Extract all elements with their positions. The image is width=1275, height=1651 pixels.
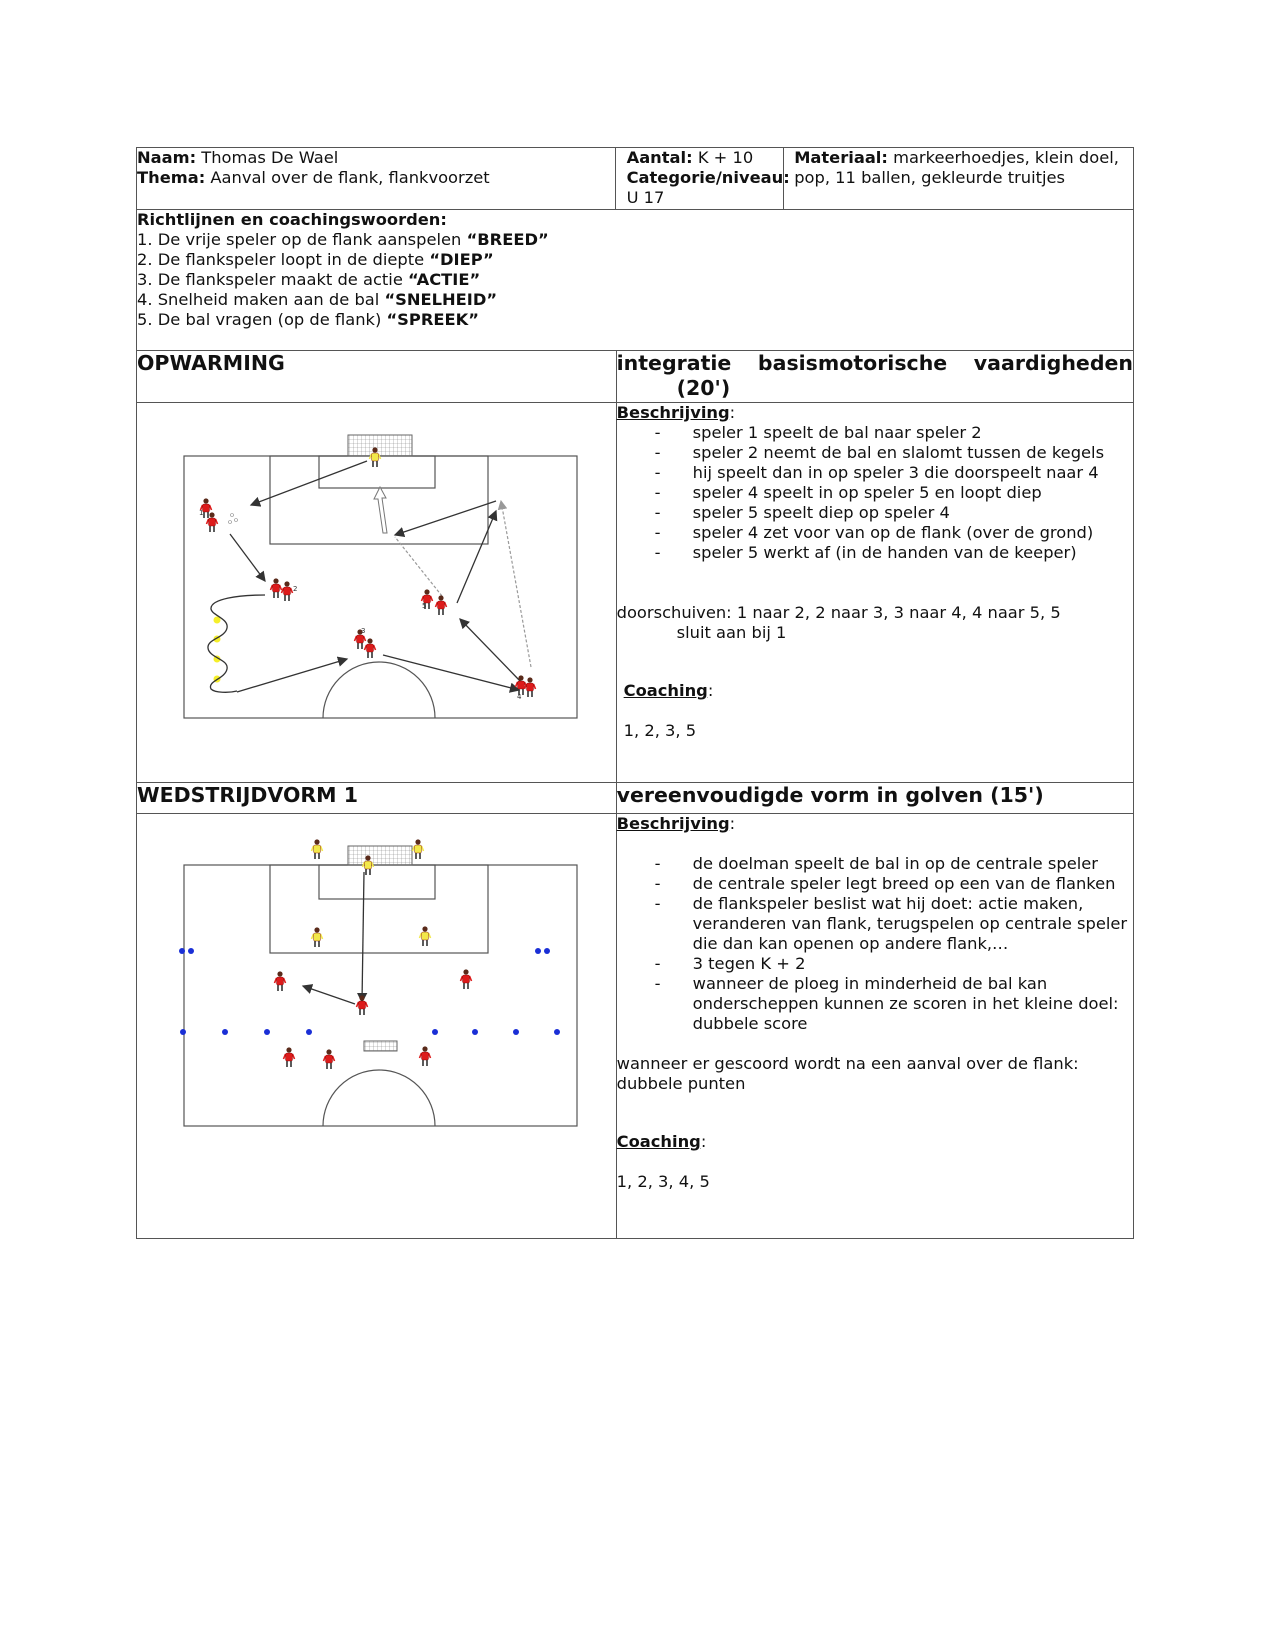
thema-value: Aanval over de flank, flankvoorzet: [210, 168, 490, 187]
blue-cone: [544, 948, 550, 954]
pass-arrows: [230, 461, 531, 692]
naam-label: Naam:: [137, 148, 197, 167]
player-label-3: 3: [361, 627, 366, 635]
pitch-2: [184, 846, 577, 1126]
opwarming-steps: [617, 423, 1133, 563]
red-player: [282, 581, 293, 601]
opwarming-description: Beschrijving: - speler 1 speelt de bal naar speler 2 - speler 2 neemt de bal en slalomt tussen de kegels - hij speelt dan in op speler 3 die doorspeelt naar 4 - speler 4 speelt in op speler 5 en loopt diep - speler 5 speelt diep op speler 4 - speler 4 zet voor van op de flank (over de grond) - speler 5 werkt af (in de handen van de keeper) doorschuiven: 1 naar 2, 2 naar 3, 3 naar 4, 4 naar 5, 5 sluit aan bij 1 Coaching: 1, 2, 3, 5: [616, 403, 1133, 783]
richtlijn-number: 1.: [137, 230, 158, 249]
naam-value: Thomas De Wael: [201, 148, 339, 167]
richtlijn-text: De vrije speler op de flank aanspelen: [157, 230, 467, 249]
red-player: [461, 969, 472, 989]
richtlijn-number: 5.: [137, 310, 158, 329]
aantal-cell: [615, 148, 790, 210]
opwarming-subtitle-cell: [616, 351, 1133, 403]
richtlijn-number: 2.: [137, 250, 158, 269]
red-player: [271, 578, 282, 598]
wedstrijdvorm-coaching-value: 1, 2, 3, 4, 5: [616, 1172, 710, 1191]
blue-cone: [513, 1029, 519, 1035]
richtlijnen-list: [137, 230, 1133, 330]
wedstrijdvorm-description: Beschrijving: - de doelman speelt de bal in op de centrale speler - de centrale speler legt breed op een van de flanken - de flankspeler beslist wat hij doet: actie maken, veranderen van flank, terugspelen op centrale speler die dan kan openen op andere flank,… - 3 tegen K + 2 - wanneer de ploeg in minderheid de bal kan onderscheppen kunnen ze scoren in het kleine doel: dubbele score wanneer er gescoord wordt na een aanval over de flank: dubbele punten Coaching: 1, 2, 3, 4, 5: [616, 814, 1133, 1239]
richtlijn-item: [137, 250, 1133, 270]
aantal-label: Aantal:: [626, 148, 693, 167]
blue-cone: [188, 948, 194, 954]
aantal-value: K + 10: [697, 148, 754, 167]
opwarming-subtitle: integratie basismotorische vaardigheden: [616, 351, 1133, 375]
player-numbers: [199, 509, 522, 701]
red-player: [420, 1046, 431, 1066]
richtlijn-number: 4.: [137, 290, 158, 309]
player-label-4: 4: [517, 693, 522, 701]
thema-label: Thema:: [137, 168, 206, 187]
materiaal-label: Materiaal:: [794, 148, 888, 167]
step-item: - speler 5 werkt af (in de handen van de keeper): [655, 543, 1133, 563]
blue-cone: [554, 1029, 560, 1035]
blue-cone: [179, 948, 185, 954]
richtlijn-keyword: “ACTIE”: [408, 270, 481, 289]
opwarming-diagram: [137, 403, 613, 778]
richtlijnen-title: Richtlijnen en coachingswoorden:: [137, 210, 447, 229]
opwarming-title: OPWARMING: [137, 351, 617, 403]
categorie-value: U 17: [626, 188, 665, 207]
wedstrijdvorm-coaching-label: Coaching: [616, 1132, 701, 1151]
richtlijn-item: [137, 290, 1133, 310]
red-player: [324, 1049, 335, 1069]
blue-cone: [432, 1029, 438, 1035]
training-table: [136, 147, 1134, 1239]
naam-line: [137, 148, 615, 168]
blue-cones: [179, 948, 560, 1035]
wedstrijdvorm-title: WEDSTRIJDVORM 1: [137, 783, 617, 814]
yellow-player: [413, 839, 424, 859]
wedstrijdvorm-beschrijving-label: Beschrijving: [616, 814, 730, 833]
richtlijnen-cell: [137, 210, 1134, 351]
doorschuiven-line2: sluit aan bij 1: [676, 623, 787, 642]
opwarming-players: [201, 447, 536, 697]
step-item: - wanneer de ploeg in minderheid de bal kan onderscheppen kunnen ze scoren in het kleine doel: dubbele score: [655, 974, 1133, 1034]
richtlijn-number: 3.: [137, 270, 158, 289]
red-player: [284, 1047, 295, 1067]
step-item: - speler 4 speelt in op speler 5 en loopt diep: [655, 483, 1133, 503]
yellow-player: [312, 839, 323, 859]
richtlijn-keyword: “DIEP”: [429, 250, 494, 269]
red-player: [365, 638, 376, 658]
red-player: [525, 677, 536, 697]
step-item: - 3 tegen K + 2: [655, 954, 1133, 974]
richtlijn-item: [137, 270, 1133, 290]
opwarming-coaching-value: 1, 2, 3, 5: [623, 721, 697, 740]
richtlijn-text: De flankspeler loopt in de diepte: [157, 250, 430, 269]
player-label-5: 5: [422, 602, 427, 610]
step-item: - hij speelt dan in op speler 3 die doorspeelt naar 4: [655, 463, 1133, 483]
red-player: [275, 971, 286, 991]
wedstrijdvorm-subtitle: vereenvoudigde vorm in golven (15'): [616, 783, 1133, 814]
aantal-line: [627, 148, 784, 168]
wedstrijdvorm-diagram-cell: [137, 814, 617, 1239]
balls: [229, 514, 238, 524]
step-item: - speler 5 speelt diep op speler 4: [655, 503, 1133, 523]
blue-cone: [472, 1029, 478, 1035]
player-label-1: 1: [199, 509, 204, 517]
wedstrijdvorm-extra: wanneer er gescoord wordt na een aanval over de flank: dubbele punten: [616, 1054, 1079, 1093]
opwarming-duration: (20'): [676, 376, 731, 400]
opwarming-beschrijving-label: Beschrijving: [616, 403, 730, 422]
opwarming-diagram-cell: [137, 403, 617, 783]
materiaal-value: markeerhoedjes, klein doel, pop, 11 ballen, gekleurde truitjes: [794, 148, 1119, 187]
blue-cone: [306, 1029, 312, 1035]
slalom-cones: [208, 595, 265, 692]
richtlijn-keyword: “SPREEK”: [386, 310, 479, 329]
richtlijn-text: De flankspeler maakt de actie: [157, 270, 409, 289]
materiaal-cell: [784, 148, 1134, 210]
opwarming-coaching-label: Coaching: [623, 681, 708, 700]
red-player: [436, 595, 447, 615]
step-item: - speler 2 neemt de bal en slalomt tussen de kegels: [655, 443, 1133, 463]
wedstrijdvorm-steps: [617, 854, 1133, 1034]
categorie-label: Categorie/niveau:: [626, 168, 790, 187]
step-item: - speler 1 speelt de bal naar speler 2: [655, 423, 1133, 443]
yellow-player: [312, 927, 323, 947]
training-sheet: [136, 147, 1134, 1239]
blue-cone: [222, 1029, 228, 1035]
doorschuiven-line1: doorschuiven: 1 naar 2, 2 naar 3, 3 naar 4, 4 naar 5, 5: [616, 603, 1061, 622]
step-item: - de doelman speelt de bal in op de centrale speler: [655, 854, 1133, 874]
richtlijn-keyword: “BREED”: [466, 230, 549, 249]
wedstrijdvorm-players: [275, 839, 472, 1069]
blue-cone: [180, 1029, 186, 1035]
blue-cone: [535, 948, 541, 954]
step-item: - speler 4 zet voor van op de flank (over de grond): [655, 523, 1133, 543]
red-player: [357, 995, 368, 1015]
blue-cone: [264, 1029, 270, 1035]
richtlijn-item: [137, 230, 1133, 250]
player-label-2: 2: [293, 585, 298, 593]
richtlijn-item: [137, 310, 1133, 330]
richtlijn-text: De bal vragen (op de flank): [157, 310, 387, 329]
yellow-player: [420, 926, 431, 946]
step-item: - de flankspeler beslist wat hij doet: actie maken, veranderen van flank, terugspelen op centrale speler die dan kan openen op andere flank,…: [655, 894, 1133, 954]
thema-line: [137, 168, 615, 188]
wedstrijdvorm-diagram: [137, 814, 613, 1234]
naam-thema-cell: [137, 148, 616, 210]
pitch: [184, 435, 577, 718]
step-item: - de centrale speler legt breed op een van de flanken: [655, 874, 1133, 894]
richtlijn-text: Snelheid maken aan de bal: [157, 290, 385, 309]
richtlijn-keyword: “SNELHEID”: [384, 290, 498, 309]
